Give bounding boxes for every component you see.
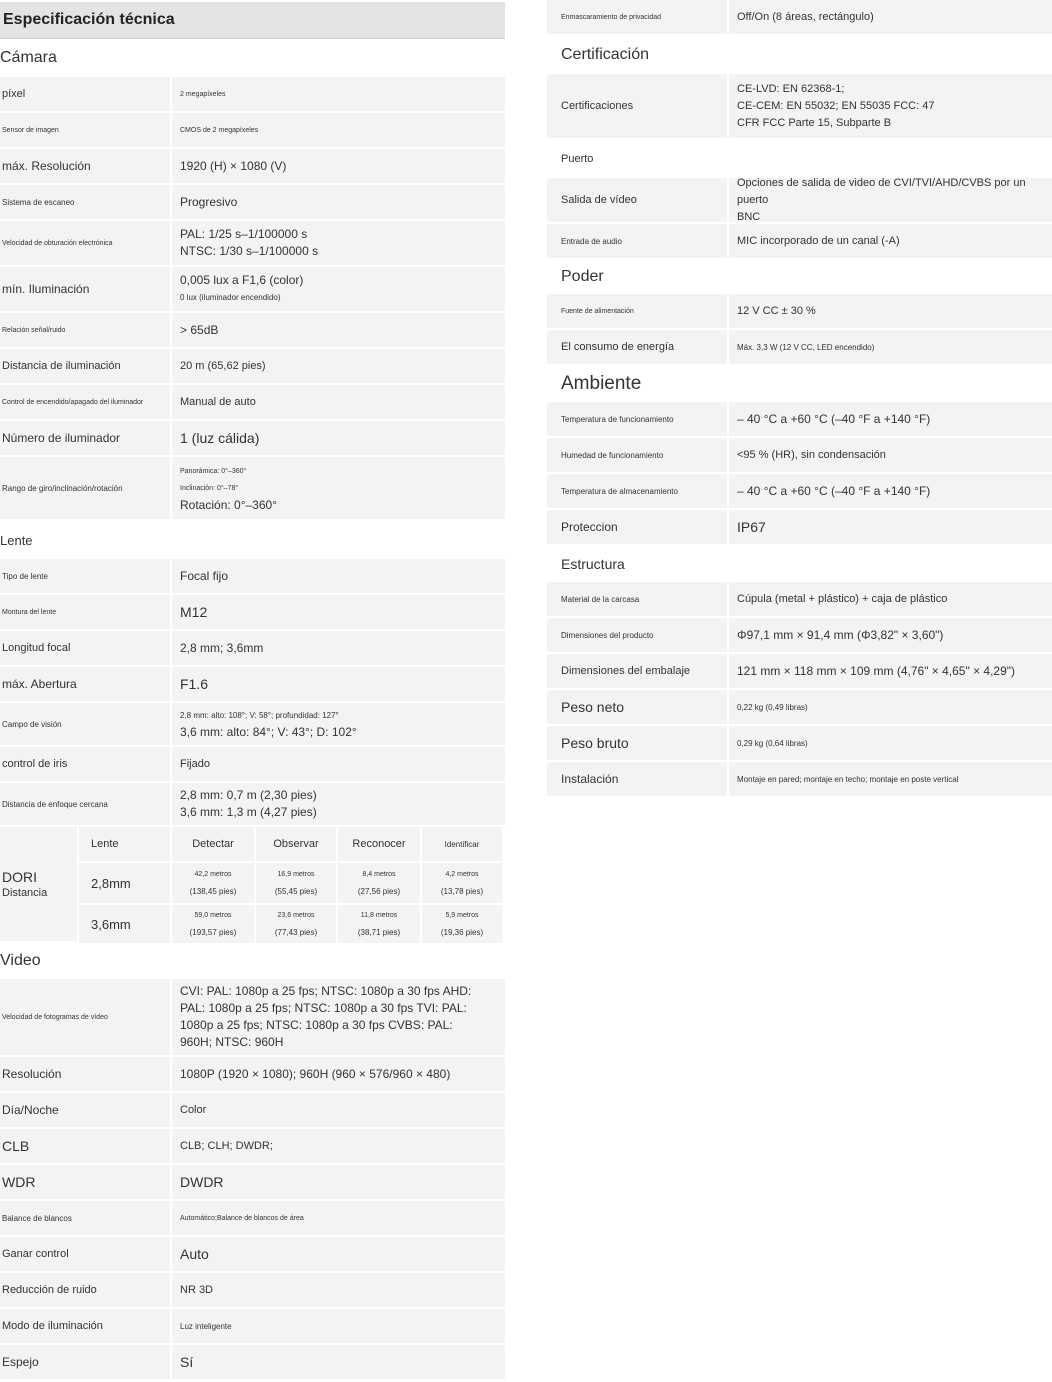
spec-value-line: – 40 °C a +60 °C (–40 °F a +140 °F) <box>737 483 931 498</box>
spec-label: Sistema de escaneo <box>0 185 170 219</box>
spec-value <box>172 1237 505 1271</box>
spec-value-line: Opciones de salida de video de CVI/TVI/AHD/CVBS por un puerto <box>737 176 1026 206</box>
dori-title: DORI <box>2 868 37 885</box>
spec-value-line: – 40 °C a +60 °C (–40 °F a +140 °F) <box>737 411 931 426</box>
structure-row-material-de-la-carcasa <box>547 582 1052 616</box>
video-row-dia-noche <box>0 1093 505 1127</box>
dori-cell-line: 5,9 metros <box>445 912 479 919</box>
spec-value-line: F1.6 <box>180 675 209 692</box>
camera-row-min-iluminacion <box>0 267 505 311</box>
spec-value <box>172 1093 505 1127</box>
dori-cell-line: (38,71 pies) <box>357 928 401 937</box>
spec-label: Montura del lente <box>0 595 170 629</box>
camera-row-relacion-senal-ruido <box>0 313 505 347</box>
dori-grid <box>79 827 502 941</box>
camera-row-pixel <box>0 77 505 111</box>
environment-row-humedad-de-funcionamiento <box>547 438 1052 472</box>
spec-value-line: Luz inteligente <box>180 1321 232 1331</box>
lens-row-distancia-de-enfoque-cercana <box>0 783 505 825</box>
spec-value <box>172 1273 505 1307</box>
left-column <box>0 0 505 1381</box>
spec-label: Certificaciones <box>547 74 727 138</box>
spec-value-line: MIC incorporado de un canal (-A) <box>737 234 900 247</box>
spec-label: máx. Abertura <box>0 667 170 701</box>
spec-label: Salida de vídeo <box>547 178 727 222</box>
spec-label: mín. Iluminación <box>0 267 170 311</box>
spec-value <box>172 267 505 311</box>
spec-label: Modo de iluminación <box>0 1309 170 1343</box>
video-row-espejo <box>0 1345 505 1379</box>
dori-header-detectar: Detectar <box>172 827 254 861</box>
spec-label: Fuente de alimentación <box>547 294 727 328</box>
spec-value-line: Off/On (8 áreas, rectángulo) <box>737 10 874 23</box>
spec-label: máx. Resolución <box>0 149 170 183</box>
port-spec-table <box>547 178 1052 258</box>
spec-value <box>729 438 1052 472</box>
spec-label: Ganar control <box>0 1237 170 1271</box>
spec-value-line: PAL: 1/25 s–1/100000 s <box>180 227 308 241</box>
spec-value <box>729 224 1052 258</box>
spec-value-line: 0,22 kg (0,49 libras) <box>737 702 808 712</box>
spec-value <box>172 185 505 219</box>
video-row-clb <box>0 1129 505 1163</box>
spec-value <box>172 747 505 781</box>
port-row-entrada-de-audio <box>547 224 1052 258</box>
section-heading-lens: Lente <box>0 532 33 548</box>
spec-value-line: CMOS de 2 megapíxeles <box>180 126 259 134</box>
spec-value <box>172 149 505 183</box>
spec-value-line: Progresivo <box>180 194 238 209</box>
environment-row-temperatura-de-funcionamiento <box>547 402 1052 436</box>
dori-cell <box>338 863 420 903</box>
spec-label: Control de encendido/apagado del iluminador <box>0 385 170 419</box>
dori-cell-line: 23,6 metros <box>277 912 315 919</box>
dori-cell-line: (13,78 pies) <box>440 887 484 896</box>
lens-row-campo-de-vision <box>0 703 505 745</box>
spec-label: Campo de visión <box>0 703 170 745</box>
section-heading-camera: Cámara <box>0 49 57 66</box>
dori-cell-line: (55,45 pies) <box>274 887 318 896</box>
spec-label: WDR <box>0 1165 170 1199</box>
dori-cell <box>256 863 336 903</box>
dori-cell-line: (193,57 pies) <box>189 928 237 937</box>
structure-row-dimensiones-del-embalaje <box>547 654 1052 688</box>
environment-row-proteccion <box>547 510 1052 544</box>
spec-value-line: Fijado <box>180 757 210 770</box>
lens-row-control-de-iris <box>0 747 505 781</box>
camera-row-max-resolucion <box>0 149 505 183</box>
camera-row-velocidad-de-obturacion-electronica <box>0 221 505 265</box>
spec-value <box>172 313 505 347</box>
spec-value-line: DWDR <box>180 1173 224 1190</box>
spec-value <box>729 294 1052 328</box>
dori-cell-line: (27,56 pies) <box>357 887 401 896</box>
spec-value <box>729 654 1052 688</box>
spec-label: Longitud focal <box>0 631 170 665</box>
spec-label: Enmascaramiento de privacidad <box>547 0 727 34</box>
spec-value-line: Auto <box>180 1245 209 1262</box>
spec-value <box>172 1309 505 1343</box>
spec-value-line: CVI: PAL: 1080p a 25 fps; NTSC: 1080p a 30 fps AHD: <box>180 984 472 998</box>
spec-value-line: 1 (luz cálida) <box>180 429 260 446</box>
dori-cell-line: 59,0 metros <box>194 912 232 919</box>
section-heading-environment: Ambiente <box>561 373 642 394</box>
dori-cell-line: 11,8 metros <box>360 912 398 919</box>
lens-spec-table <box>0 559 505 825</box>
spec-label: Distancia de iluminación <box>0 349 170 383</box>
spec-value-line: 2,8 mm: alto: 108°; V: 58°; profundidad: 127° <box>180 711 339 720</box>
spec-value <box>729 330 1052 364</box>
spec-value <box>172 703 505 745</box>
spec-value-line: 2,8 mm: 0,7 m (2,30 pies) <box>180 788 317 802</box>
spec-value-line: Máx. 3,3 W (12 V CC, LED encendido) <box>737 342 875 352</box>
spec-value-line: Sí <box>180 1353 194 1370</box>
spec-label: Relación señal/ruido <box>0 313 170 347</box>
privacy-row-enmascaramiento-de-privacidad <box>547 0 1052 34</box>
spec-label: Proteccion <box>547 510 727 544</box>
spec-value <box>729 178 1052 222</box>
spec-label: Dimensiones del embalaje <box>547 654 727 688</box>
spec-value <box>729 474 1052 508</box>
spec-label: Día/Noche <box>0 1093 170 1127</box>
spec-value-line: IP67 <box>737 518 766 535</box>
power-row-fuente-de-alimentacion <box>547 294 1052 328</box>
right-column <box>547 0 1052 798</box>
dori-cell-line: (138,45 pies) <box>189 887 237 896</box>
spec-value-line: CE-CEM: EN 55032; EN 55035 FCC: 47 <box>737 99 935 112</box>
camera-spec-table <box>0 77 505 519</box>
spec-label: control de iris <box>0 747 170 781</box>
spec-value <box>172 221 505 265</box>
spec-label: píxel <box>0 77 170 111</box>
spec-value-line: Automático;Balance de blancos de área <box>180 1214 304 1222</box>
camera-row-sistema-de-escaneo <box>0 185 505 219</box>
spec-label: Número de iluminador <box>0 421 170 455</box>
spec-label: Peso bruto <box>547 726 727 760</box>
environment-spec-table <box>547 402 1052 544</box>
spec-value-line: <95 % (HR), sin condensación <box>737 448 886 461</box>
spec-value <box>172 595 505 629</box>
spec-label: CLB <box>0 1129 170 1163</box>
power-spec-table <box>547 294 1052 364</box>
video-row-resolucion <box>0 1057 505 1091</box>
spec-value-line: 0 lux (iluminador encendido) <box>180 293 281 302</box>
spec-value-line: Manual de auto <box>180 395 256 408</box>
spec-value-line: 20 m (65,62 pies) <box>180 359 266 372</box>
spec-value-line: Cúpula (metal + plástico) + caja de plástico <box>737 592 948 605</box>
spec-value <box>172 1345 505 1379</box>
dori-cell <box>338 905 420 943</box>
spec-label: Espejo <box>0 1345 170 1379</box>
spec-value-line: 3,6 mm: alto: 84°; V: 43°; D: 102° <box>180 725 357 739</box>
spec-value-line: 1080p a 25 fps; NTSC: 1080p a 30 fps CVBS: PAL: <box>180 1018 453 1032</box>
dori-header-identificar: Identificar <box>422 827 502 861</box>
port-row-salida-de-video <box>547 178 1052 222</box>
dori-table <box>0 827 505 941</box>
spec-value-line: > 65dB <box>180 322 219 337</box>
certification-spec-table <box>547 74 1052 138</box>
spec-label: Velocidad de obturación electrónica <box>0 221 170 265</box>
dori-cell <box>422 905 502 943</box>
spec-value-line: Rotación: 0°–360° <box>180 497 277 512</box>
spec-value-line: CLB; CLH; DWDR; <box>180 1139 273 1152</box>
dori-cell-line: 16,9 metros <box>277 871 315 878</box>
privacy-spec-table <box>547 0 1052 34</box>
spec-value <box>729 690 1052 724</box>
spec-value <box>172 1201 505 1235</box>
spec-label: Rango de giro/inclinación/rotación <box>0 457 170 519</box>
dori-lens-2-8mm: 2,8mm <box>79 863 170 903</box>
section-heading-certification: Certificación <box>561 46 650 63</box>
spec-value-line: 0,005 lux a F1,6 (color) <box>180 273 304 287</box>
camera-row-distancia-de-iluminacion <box>0 349 505 383</box>
spec-label: Resolución <box>0 1057 170 1091</box>
spec-value-line: 2,8 mm; 3,6mm <box>180 640 264 655</box>
spec-value-line: M12 <box>180 603 208 620</box>
spec-value-line: Inclinación: 0°–78° <box>180 484 239 492</box>
power-row-el-consumo-de-energia <box>547 330 1052 364</box>
spec-value <box>172 1165 505 1199</box>
spec-value <box>729 0 1052 34</box>
video-row-velocidad-de-fotogramas-de-video <box>0 979 505 1055</box>
lens-row-max-abertura <box>0 667 505 701</box>
dori-header-observar: Observar <box>256 827 336 861</box>
section-heading-structure: Estructura <box>561 556 625 572</box>
video-spec-table <box>0 979 505 1379</box>
section-heading-port: Puerto <box>561 153 594 165</box>
spec-value-line: 12 V CC ± 30 % <box>737 304 816 317</box>
camera-row-control-de-encendido-apagado-del-iluminador <box>0 385 505 419</box>
spec-label: Reducción de ruido <box>0 1273 170 1307</box>
spec-value-line: 960H; NTSC: 960H <box>180 1035 284 1049</box>
dori-label <box>0 827 77 941</box>
dori-header-reconocer: Reconocer <box>338 827 420 861</box>
spec-label: Temperatura de funcionamiento <box>547 402 727 436</box>
spec-value <box>172 667 505 701</box>
dori-cell-line: (77,43 pies) <box>274 928 318 937</box>
spec-value-line: 0,29 kg (0,64 libras) <box>737 738 808 748</box>
spec-value <box>172 349 505 383</box>
spec-value <box>172 783 505 825</box>
camera-row-numero-de-iluminador <box>0 421 505 455</box>
spec-label: Velocidad de fotogramas de vídeo <box>0 979 170 1055</box>
dori-subtitle: Distancia <box>2 886 48 899</box>
structure-row-peso-bruto <box>547 726 1052 760</box>
dori-cell-line: 4,2 metros <box>445 871 479 878</box>
spec-value-line: NTSC: 1/30 s–1/100000 s <box>180 244 319 258</box>
spec-value <box>172 1129 505 1163</box>
structure-spec-table <box>547 582 1052 796</box>
dori-cell <box>256 905 336 943</box>
dori-cell-line: (19,36 pies) <box>440 928 484 937</box>
dori-cell <box>172 863 254 903</box>
spec-value-line: 1920 (H) × 1080 (V) <box>180 158 287 173</box>
video-row-ganar-control <box>0 1237 505 1271</box>
spec-value-line: 3,6 mm: 1,3 m (4,27 pies) <box>180 805 317 819</box>
spec-value <box>729 510 1052 544</box>
spec-label: Balance de blancos <box>0 1201 170 1235</box>
section-heading-video: Video <box>0 952 41 969</box>
spec-value <box>172 979 505 1055</box>
dori-cell <box>172 905 254 943</box>
dori-lens-3-6mm: 3,6mm <box>79 905 170 943</box>
dori-cell-line: 42,2 metros <box>194 871 232 878</box>
spec-value <box>172 77 505 111</box>
spec-value-line: 121 mm × 118 mm × 109 mm (4,76" × 4,65" × 4,29") <box>737 663 1016 678</box>
video-row-modo-de-iluminacion <box>0 1309 505 1343</box>
spec-label: Tipo de lente <box>0 559 170 593</box>
spec-value <box>172 1057 505 1091</box>
spec-label: Dimensiones del producto <box>547 618 727 652</box>
structure-row-peso-neto <box>547 690 1052 724</box>
lens-row-tipo-de-lente <box>0 559 505 593</box>
spec-value <box>172 631 505 665</box>
spec-value <box>729 726 1052 760</box>
spec-value-line: 1080P (1920 × 1080); 960H (960 × 576/960 × 480) <box>180 1066 451 1081</box>
spec-value <box>729 402 1052 436</box>
spec-label: Sensor de imagen <box>0 113 170 147</box>
lens-row-montura-del-lente <box>0 595 505 629</box>
spec-value-line: NR 3D <box>180 1283 214 1296</box>
spec-label: Temperatura de almacenamiento <box>547 474 727 508</box>
spec-value <box>729 762 1052 796</box>
video-row-balance-de-blancos <box>0 1201 505 1235</box>
certification-row-certificaciones <box>547 74 1052 138</box>
spec-value-line: Focal fijo <box>180 568 229 583</box>
spec-label: Material de la carcasa <box>547 582 727 616</box>
video-row-wdr <box>0 1165 505 1199</box>
structure-row-dimensiones-del-producto <box>547 618 1052 652</box>
structure-row-instalacion <box>547 762 1052 796</box>
spec-label: Instalación <box>547 762 727 796</box>
spec-value <box>172 385 505 419</box>
spec-value-line: Color <box>180 1103 207 1116</box>
spec-label: Entrada de audio <box>547 224 727 258</box>
spec-value-line: CFR FCC Parte 15, Subparte B <box>737 116 892 129</box>
spec-value-line: BNC <box>737 210 761 223</box>
camera-row-rango-de-giro-inclinacion-rotacion <box>0 457 505 519</box>
dori-cell-line: 8,4 metros <box>362 871 396 878</box>
dori-header-lente: Lente <box>79 827 170 861</box>
section-heading-power: Poder <box>561 268 604 285</box>
spec-value-line: 2 megapíxeles <box>180 90 226 98</box>
spec-value-line: Panorámica: 0°–360° <box>180 467 247 475</box>
page-title: Especificación técnica <box>0 2 505 39</box>
spec-label: Peso neto <box>547 690 727 724</box>
spec-value <box>729 74 1052 138</box>
dori-cell <box>422 863 502 903</box>
spec-value-line: PAL: 1080p a 25 fps; NTSC: 1080p a 30 fps TVI: PAL: <box>180 1001 467 1015</box>
spec-value <box>172 421 505 455</box>
video-row-reduccion-de-ruido <box>0 1273 505 1307</box>
environment-row-temperatura-de-almacenamiento <box>547 474 1052 508</box>
spec-label: Distancia de enfoque cercana <box>0 783 170 825</box>
spec-label: El consumo de energía <box>547 330 727 364</box>
spec-value-line: Φ97,1 mm × 91,4 mm (Φ3,82" × 3,60") <box>737 627 944 642</box>
spec-value <box>729 618 1052 652</box>
spec-label: Humedad de funcionamiento <box>547 438 727 472</box>
spec-value-line: CE-LVD: EN 62368-1; <box>737 82 845 95</box>
spec-value-line: Montaje en pared; montaje en techo; montaje en poste vertical <box>737 774 959 784</box>
spec-value <box>729 582 1052 616</box>
lens-row-longitud-focal <box>0 631 505 665</box>
spec-value <box>172 457 505 519</box>
spec-value <box>172 559 505 593</box>
spec-value <box>172 113 505 147</box>
camera-row-sensor-de-imagen <box>0 113 505 147</box>
